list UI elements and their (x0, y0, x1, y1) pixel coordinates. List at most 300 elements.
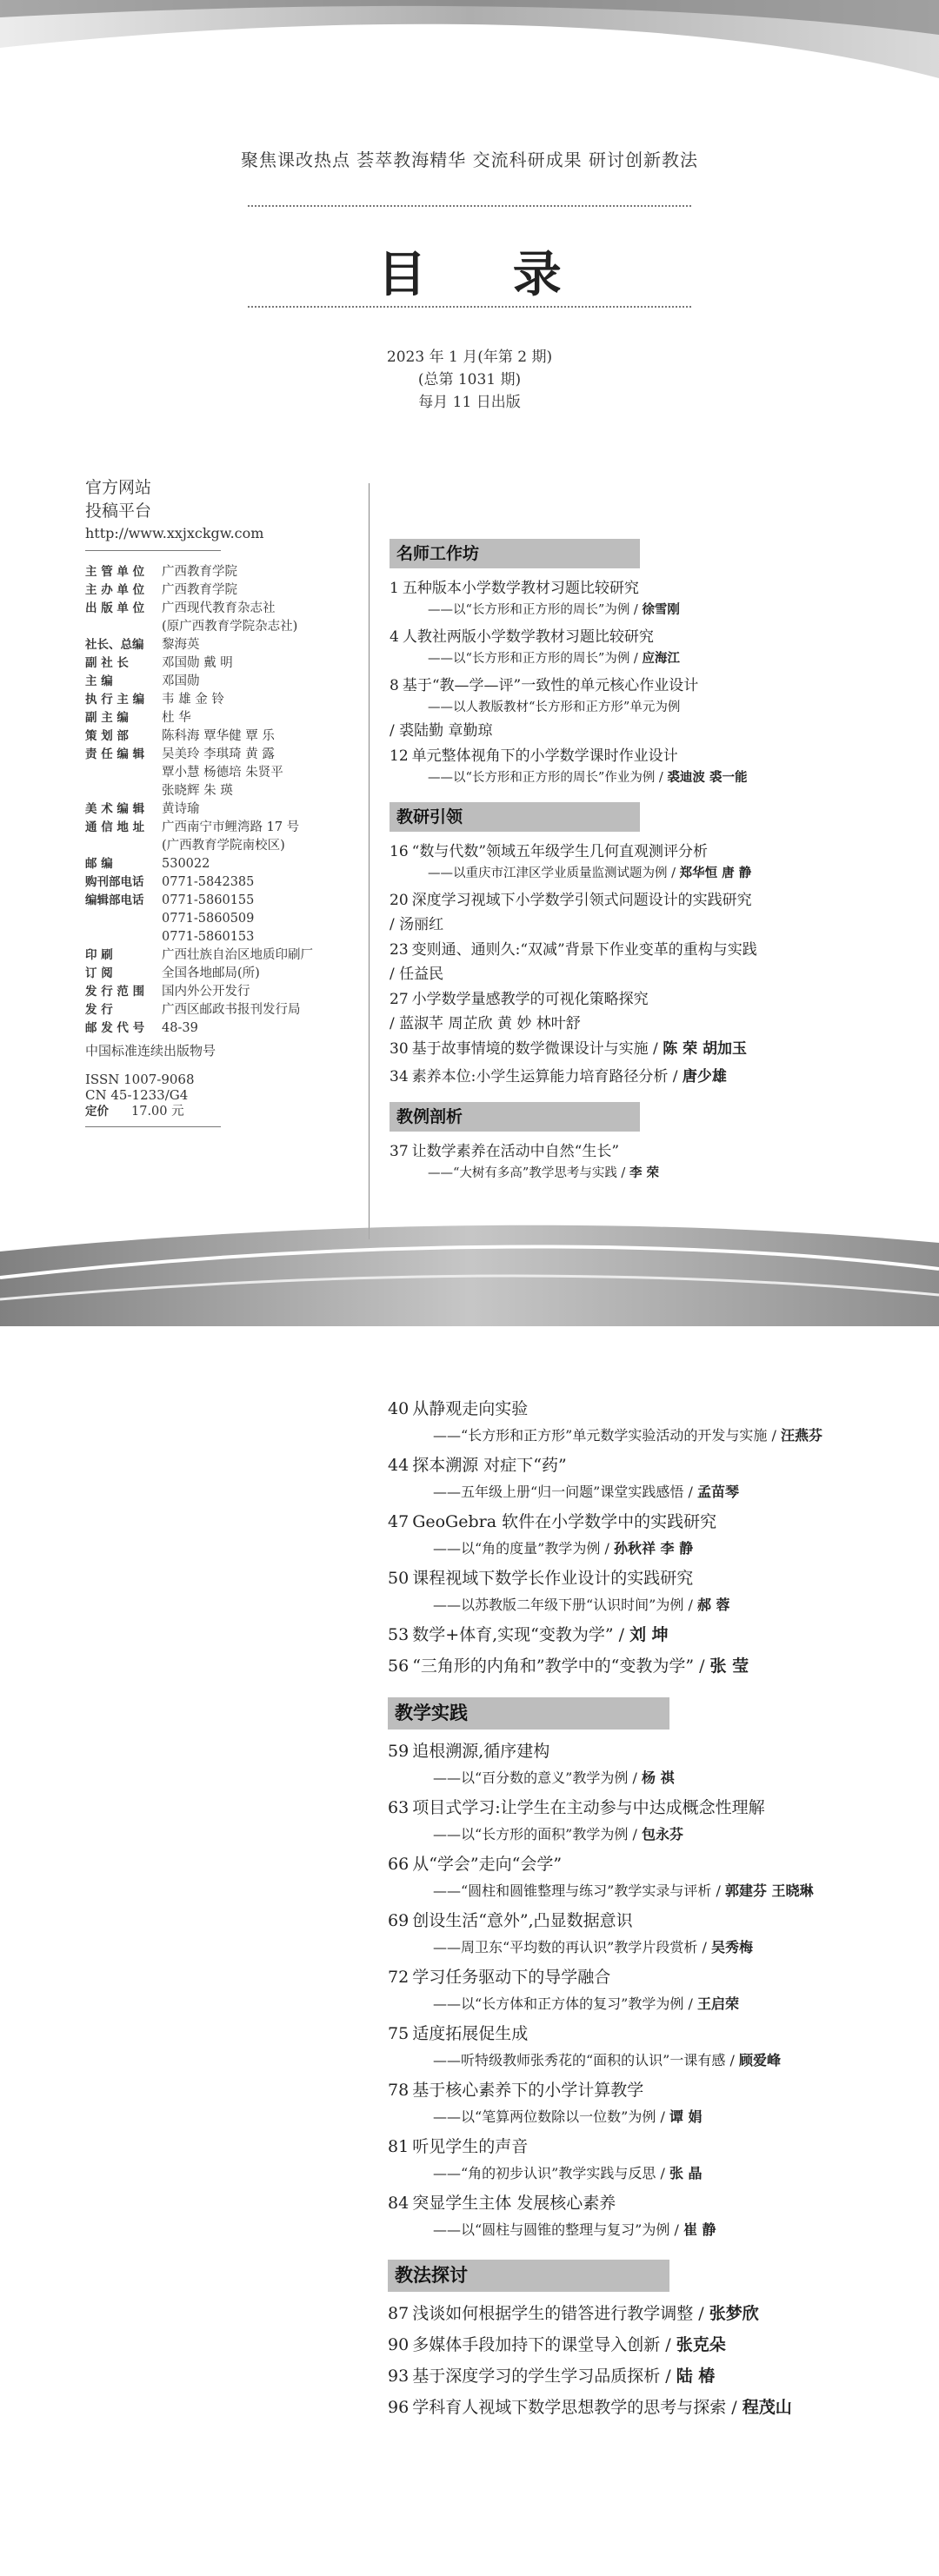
toc-entry[interactable] (390, 674, 911, 740)
toc-entry[interactable] (388, 1653, 909, 1680)
article-title[interactable]: 小学数学量感教学的可视化策略探究 (411, 991, 649, 1008)
article-subtitle-line (388, 2048, 909, 2073)
article-author: 张克朵 (676, 2335, 726, 2354)
toc-entry[interactable] (390, 577, 911, 621)
author-separator: / (693, 2304, 709, 2323)
article-title[interactable]: “三角形的内角和”教学中的“变教为学” (412, 1656, 695, 1676)
article-title[interactable]: 学习任务驱动下的导学融合 (412, 1968, 611, 1987)
author-separator: / (648, 1040, 663, 1058)
article-title[interactable]: 基于故事情境的数学微课设计与实施 (411, 1040, 649, 1058)
toc-entry[interactable] (388, 1509, 909, 1561)
author-separator: / (683, 1484, 697, 1500)
article-title[interactable]: 追根溯源,循序建构 (412, 1742, 550, 1761)
article-title[interactable]: 课程视域下数学长作业设计的实践研究 (412, 1569, 694, 1588)
author-separator: / (628, 1826, 642, 1842)
author-separator: / (616, 1166, 629, 1180)
article-title[interactable]: 适度拓展促生成 (412, 2024, 529, 2043)
page-number: 40 (388, 1399, 410, 1418)
article-author: 张 莹 (709, 1656, 749, 1676)
toc-entry-title-line[interactable] (390, 988, 911, 1011)
article-subtitle-line (388, 1765, 909, 1790)
article-author: 郭建芬 王晓琳 (724, 1882, 814, 1899)
toc-entry-title-line[interactable] (388, 2021, 909, 2048)
section-header: 教学实践 (388, 1697, 669, 1730)
toc-entry[interactable] (388, 2021, 909, 2073)
article-author: 唐少雄 (682, 1068, 727, 1086)
article-subtitle: ——以“长方形的面积”教学为例 (433, 1826, 629, 1842)
article-author: 汪燕芬 (780, 1427, 822, 1444)
masthead-key: 印 刷 (85, 948, 113, 962)
article-subtitle-line (390, 697, 911, 718)
article-author: 程茂山 (742, 2398, 792, 2417)
masthead-key: 策 划 部 (85, 729, 129, 743)
masthead-row (85, 873, 363, 892)
header-swoosh-graphic (0, 0, 939, 104)
masthead-value: 邓国勋 (162, 674, 200, 688)
page-number: 66 (388, 1855, 410, 1874)
toc-entry-title-line[interactable] (388, 1396, 909, 1423)
article-subtitle: ——“大树有多高”教学思考与实践 (428, 1166, 617, 1180)
article-author: 崔 静 (683, 2221, 716, 2238)
masthead-row (85, 1019, 363, 1038)
page-number: 23 (390, 941, 409, 959)
author-separator: / (660, 2335, 676, 2354)
cn-number: CN 45-1233/G4 (85, 1087, 189, 1103)
masthead-row (85, 618, 363, 636)
toc-entry[interactable] (390, 988, 911, 1032)
toc-entry[interactable] (388, 2363, 909, 2390)
divider (85, 1126, 221, 1127)
masthead-key: 副 社 长 (85, 656, 129, 670)
toc-entry-title-line[interactable] (388, 2332, 909, 2359)
article-subtitle: ——“角的初步认识”教学实践与反思 (433, 2165, 656, 2181)
section-header: 教法探讨 (388, 2260, 669, 2292)
masthead-row (85, 673, 363, 691)
article-author: 谭 娟 (669, 2108, 703, 2125)
article-subtitle: ——“圆柱和圆锥整理与练习”教学实录与评析 (433, 1882, 712, 1899)
toc-entry[interactable] (388, 2300, 909, 2327)
article-author: 顾爱峰 (738, 2052, 781, 2068)
dotted-divider (248, 306, 691, 308)
masthead-value: 黄诗瑜 (162, 802, 200, 816)
issn: ISSN 1007-9068 (85, 1072, 195, 1087)
author-separator: / (683, 1995, 697, 2012)
masthead-value: 广西壮族自治区地质印刷厂 (162, 948, 313, 962)
page-number: 47 (388, 1512, 410, 1531)
masthead-value: 黎海英 (162, 638, 200, 652)
article-author: 张梦欣 (709, 2304, 759, 2323)
toc-entry-title-line[interactable] (388, 1452, 909, 1479)
masthead-value: 张晓辉 朱 瑛 (162, 784, 233, 798)
toc-entry-title-line[interactable] (388, 2394, 909, 2421)
masthead-row (85, 946, 363, 965)
page-number: 20 (390, 892, 409, 909)
toc-entry-title-line[interactable] (390, 745, 911, 767)
article-subtitle-line (388, 1935, 909, 1960)
toc-entry[interactable] (390, 939, 911, 983)
masthead-value: 48-39 (162, 1021, 198, 1035)
toc-entry-title-line[interactable] (390, 674, 911, 697)
author-separator: / (613, 1625, 630, 1644)
masthead-value: 0771-5860155 (162, 893, 255, 907)
issue-info (0, 346, 939, 414)
article-subtitle: ——以“角的度量”教学为例 (433, 1540, 601, 1557)
article-subtitle-line (388, 1536, 909, 1561)
article-subtitle-line (388, 2217, 909, 2242)
article-subtitle-line (388, 1423, 909, 1448)
toc-entry[interactable] (390, 1140, 911, 1184)
masthead-key: 责 任 编 辑 (85, 747, 145, 761)
article-title[interactable]: 基于核心素养下的小学计算教学 (412, 2081, 644, 2100)
masthead-key: 发 行 (85, 1003, 113, 1017)
masthead-row (85, 782, 363, 800)
article-subtitle-line (390, 648, 911, 669)
author-separator: / (767, 1427, 781, 1444)
page-number: 90 (388, 2335, 410, 2354)
toc-entry[interactable] (388, 2134, 909, 2186)
article-subtitle-line (388, 2161, 909, 2186)
toc-entry-title-line[interactable] (390, 939, 911, 961)
article-title[interactable]: 从静观走向实验 (412, 1399, 529, 1418)
section-header: 教例剖析 (390, 1102, 640, 1132)
article-author: 陆 椿 (676, 2367, 716, 2386)
masthead-key: 发 行 范 围 (85, 985, 145, 999)
toc-entry-title-line[interactable] (390, 626, 911, 648)
masthead-value: 吴美玲 李琪琦 黄 露 (162, 747, 275, 761)
article-subtitle: ——以“百分数的意义”教学为例 (433, 1769, 629, 1786)
issue-schedule: 每月 11 日出版 (418, 394, 521, 411)
author-separator: / (668, 1068, 683, 1086)
toc-entry[interactable] (388, 1908, 909, 1960)
slogan: 聚焦课改热点 荟萃教海精华 交流科研成果 研讨创新教法 (240, 149, 699, 170)
article-subtitle: ——以“长方形和正方形的周长”作业为例 (428, 771, 656, 785)
toc-entry-title-line[interactable] (390, 577, 911, 600)
masthead-key (85, 910, 162, 928)
masthead-row (85, 1001, 363, 1019)
article-author: 王启荣 (696, 1995, 739, 2012)
masthead-value: 韦 雄 金 铃 (162, 693, 224, 707)
author-separator: / (669, 2221, 683, 2238)
article-subtitle: ——以重庆市江津区学业质量监测试题为例 (428, 866, 668, 880)
toc-entry-title-line[interactable] (388, 2077, 909, 2104)
masthead-value: 广西教育学院 (162, 565, 237, 579)
toc-entry[interactable] (388, 1795, 909, 1847)
toc-entry-title-line[interactable] (390, 840, 911, 863)
dotted-divider (248, 205, 691, 207)
article-subtitle-line (388, 1592, 909, 1617)
section-header: 名师工作坊 (390, 539, 640, 568)
toc-entry[interactable] (388, 1622, 909, 1649)
masthead-key (85, 764, 162, 782)
platform-label: 官方网站 (85, 478, 152, 497)
page-number: 75 (388, 2024, 410, 2043)
page-number: 96 (388, 2398, 410, 2417)
author-separator: / (600, 1540, 614, 1557)
page-number: 59 (388, 1742, 410, 1761)
masthead-key: 通 信 地 址 (85, 820, 145, 834)
masthead-key: 邮 发 代 号 (85, 1021, 145, 1035)
masthead-value: (原广西教育学院杂志社) (162, 620, 298, 634)
article-subtitle: ——以“长方形和正方形的周长”为例 (428, 603, 630, 617)
masthead-value: 广西南宁市鲤湾路 17 号 (162, 820, 300, 834)
article-title[interactable]: 基于深度学习的学生学习品质探析 (412, 2367, 661, 2386)
masthead-row (85, 654, 363, 673)
toc-entry-title-line[interactable] (390, 1066, 911, 1088)
article-title[interactable]: 基于“教—学—评”一致性的单元核心作业设计 (402, 677, 699, 694)
author-separator: / (694, 1656, 710, 1676)
article-subtitle: ——“长方形和正方形”单元数学实验活动的开发与实施 (433, 1427, 768, 1444)
masthead-key: 编辑部电话 (85, 893, 144, 907)
column-divider (369, 483, 370, 1239)
masthead-row (85, 581, 363, 600)
article-title[interactable]: 探本溯源 对症下“药” (412, 1456, 567, 1475)
article-author: 张 晶 (669, 2165, 703, 2181)
author-separator: / (667, 866, 680, 880)
masthead-value: (广西教育学院南校区) (162, 839, 285, 853)
serial-title: 中国标准连续出版物号 (85, 1043, 216, 1059)
page-number: 34 (390, 1068, 409, 1086)
toc-entry[interactable] (388, 1396, 909, 1448)
toc-entry[interactable] (388, 2332, 909, 2359)
article-author: 刘 坤 (629, 1625, 669, 1644)
article-title[interactable]: 浅谈如何根据学生的错答进行教学调整 (412, 2304, 694, 2323)
article-title[interactable]: 变则通、通则久:“双减”背景下作业变革的重构与实践 (411, 941, 757, 959)
page-number: 16 (390, 843, 409, 860)
toc-entry-title-line[interactable] (388, 1851, 909, 1878)
article-author: 吴秀梅 (710, 1939, 753, 1955)
toc-entry-title-line[interactable] (388, 1738, 909, 1765)
masthead-key: 购刊部电话 (85, 875, 144, 889)
page-number: 78 (388, 2081, 410, 2100)
platform-label: 投稿平台 (85, 501, 152, 521)
author-separator: / (628, 1769, 642, 1786)
masthead-row (85, 727, 363, 746)
article-subtitle: ——以“圆柱与圆锥的整理与复习”为例 (433, 2221, 670, 2238)
article-author: 徐雪刚 (642, 603, 680, 617)
article-subtitle-line (388, 2104, 909, 2129)
article-subtitle-line (390, 767, 911, 788)
masthead-info (85, 563, 363, 1038)
masthead-value: 陈科海 覃华健 覃 乐 (162, 729, 275, 743)
toc-entry-title-line[interactable] (388, 1964, 909, 1991)
toc-entry[interactable] (388, 1964, 909, 2016)
masthead-row (85, 746, 363, 764)
page-number: 69 (388, 1911, 410, 1930)
page-title: 目 录 (377, 247, 596, 303)
website-url[interactable]: http://www.xxjxckgw.com (85, 525, 264, 541)
toc-entry-title-line[interactable] (390, 1038, 911, 1060)
article-title[interactable]: 学科育人视域下数学思想教学的思考与探索 (412, 2398, 727, 2417)
article-subtitle-line (388, 1479, 909, 1504)
author-separator: / (656, 2165, 669, 2181)
toc-entry-title-line[interactable] (388, 1795, 909, 1822)
masthead-key: 社长、总编 (85, 638, 144, 652)
article-title[interactable]: 人教社两版小学数学教材习题比较研究 (402, 628, 654, 646)
page-number: 81 (388, 2137, 410, 2156)
article-author: 李 荣 (629, 1166, 659, 1180)
article-author: 应海江 (642, 652, 680, 666)
masthead-key (85, 782, 162, 800)
article-author: / 裘陆勤 章勤琼 (390, 722, 493, 740)
toc-entry[interactable] (388, 1452, 909, 1504)
masthead-row (85, 691, 363, 709)
toc-entry[interactable] (390, 840, 911, 884)
toc-entry[interactable] (390, 745, 911, 788)
page-number: 53 (388, 1625, 410, 1644)
author-separator: / (697, 1939, 711, 1955)
article-subtitle: ——周卫东“平均数的再认识”教学片段赏析 (433, 1939, 698, 1955)
masthead-row (85, 764, 363, 782)
article-title[interactable]: GeoGebra 软件在小学数学中的实践研究 (412, 1512, 717, 1531)
page-number: 63 (388, 1798, 410, 1817)
toc-entry[interactable] (388, 1851, 909, 1903)
toc-entry-title-line[interactable] (388, 2300, 909, 2327)
toc-entry[interactable] (388, 2394, 909, 2421)
article-title[interactable]: 突显学生主体 发展核心素养 (412, 2194, 616, 2213)
footer-swoosh-graphic (0, 1217, 939, 1326)
masthead-key: 主 管 单 位 (85, 565, 145, 579)
masthead-key: 邮 编 (85, 857, 113, 871)
toc-entry-title-line[interactable] (390, 1140, 911, 1163)
price-value: 17.00 元 (131, 1105, 184, 1119)
toc-entry-title-line[interactable] (388, 1565, 909, 1592)
masthead-key (85, 618, 162, 636)
toc-page-2 (0, 1326, 939, 2576)
article-author: / 任益民 (390, 966, 444, 983)
masthead-row (85, 983, 363, 1001)
masthead-value: 全国各地邮局(所) (162, 966, 260, 980)
page-number: 44 (388, 1456, 410, 1475)
toc-entry-title-line[interactable] (390, 889, 911, 912)
masthead-row (85, 928, 363, 946)
masthead-value: 0771-5860153 (162, 930, 255, 944)
page-number: 4 (390, 628, 399, 646)
masthead-row (85, 965, 363, 983)
toc-entry[interactable] (388, 2077, 909, 2129)
article-title[interactable]: 素养本位:小学生运算能力培育路径分析 (411, 1068, 669, 1086)
toc-entry[interactable] (388, 2190, 909, 2242)
toc-entry[interactable] (390, 889, 911, 933)
toc-entry-title-line[interactable] (388, 1509, 909, 1536)
masthead-value: 杜 华 (162, 711, 191, 725)
masthead-row (85, 563, 363, 581)
article-title[interactable]: 项目式学习:让学生在主动参与中达成概念性理解 (412, 1798, 765, 1817)
article-subtitle-line (390, 1163, 911, 1184)
masthead-value: 530022 (162, 857, 210, 871)
toc-entry[interactable] (390, 1066, 911, 1088)
toc-entry-title-line[interactable] (388, 2134, 909, 2161)
page-number: 1 (390, 580, 399, 597)
article-title[interactable]: 让数学素养在活动中自然“生长” (411, 1143, 620, 1160)
masthead-value: 覃小慧 杨德培 朱贤平 (162, 766, 283, 780)
masthead-row (85, 892, 363, 910)
author-separator: / (656, 2108, 669, 2125)
section-header: 教研引领 (390, 802, 640, 832)
article-author: 杨 祺 (641, 1769, 675, 1786)
divider (85, 550, 221, 551)
article-title[interactable]: 听见学生的声音 (412, 2137, 529, 2156)
article-author: / 汤丽红 (390, 916, 444, 933)
article-title[interactable]: 数学+体育,实现“变教为学” (412, 1625, 614, 1644)
page-number: 37 (390, 1143, 409, 1160)
article-subtitle: ——以“长方形和正方形的周长”为例 (428, 652, 630, 666)
article-title[interactable]: 创设生活“意外”,凸显数据意识 (412, 1911, 633, 1930)
article-title[interactable]: 单元整体视角下的小学数学课时作业设计 (411, 747, 678, 765)
masthead-row (85, 800, 363, 819)
article-subtitle: ——以“长方体和正方体的复习”教学为例 (433, 1995, 684, 2012)
article-title[interactable]: 深度学习视域下小学数学引领式问题设计的实践研究 (411, 892, 752, 909)
page-number: 93 (388, 2367, 410, 2386)
price-label: 定价 (85, 1105, 109, 1119)
toc-entry[interactable] (390, 626, 911, 669)
article-author: 郝 蓉 (696, 1597, 730, 1613)
toc-entry-title-line[interactable] (388, 1653, 909, 1680)
article-author: 陈 荣 胡加玉 (663, 1040, 748, 1058)
toc-entry-title-line[interactable] (388, 1908, 909, 1935)
masthead-column (85, 476, 363, 1132)
article-subtitle: ——以苏教版二年级下册“认识时间”为例 (433, 1597, 684, 1613)
masthead-row (85, 910, 363, 928)
masthead-value: 0771-5860509 (162, 912, 255, 926)
author-separator: / (725, 2052, 739, 2068)
toc-entry-title-line[interactable] (388, 2363, 909, 2390)
masthead-key (85, 928, 162, 946)
masthead-key: 美 术 编 辑 (85, 802, 145, 816)
article-author: 孙秋祥 李 静 (613, 1540, 694, 1557)
article-author: 郑华恒 唐 静 (679, 866, 752, 880)
article-subtitle-line (390, 863, 911, 884)
article-subtitle-line (388, 1991, 909, 2016)
article-author: 包永芬 (641, 1826, 683, 1842)
author-separator: / (711, 1882, 725, 1899)
page-number: 87 (388, 2304, 410, 2323)
toc-entry[interactable] (390, 1038, 911, 1060)
masthead-value: 国内外公开发行 (162, 985, 250, 999)
article-subtitle-line (388, 1878, 909, 1903)
toc-entry-title-line[interactable] (388, 2190, 909, 2217)
article-title[interactable]: 从“学会”走向“会学” (412, 1855, 563, 1874)
toc-entry-title-line[interactable] (388, 1622, 909, 1649)
article-title[interactable]: “数与代数”领域五年级学生几何直观测评分析 (411, 843, 709, 860)
page-number: 27 (390, 991, 409, 1008)
page-number: 84 (388, 2194, 410, 2213)
article-title[interactable]: 五种版本小学数学教材习题比较研究 (402, 580, 639, 597)
masthead-key: 主 办 单 位 (85, 583, 145, 597)
author-separator: / (655, 771, 668, 785)
toc-entry[interactable] (388, 1738, 909, 1790)
author-separator: / (629, 652, 643, 666)
masthead-key: 副 主 编 (85, 711, 129, 725)
masthead-key: 订 阅 (85, 966, 113, 980)
article-subtitle: ——以“笔算两位数除以一位数”为例 (433, 2108, 656, 2125)
page-number: 12 (390, 747, 409, 765)
article-subtitle: ——以人教版教材“长方形和正方形”单元为例 (428, 700, 681, 714)
masthead-row (85, 819, 363, 837)
article-title[interactable]: 多媒体手段加持下的课堂导入创新 (412, 2335, 661, 2354)
author-separator: / (629, 603, 643, 617)
article-author: 裘迪波 裘一能 (667, 771, 748, 785)
article-author: 孟苗琴 (696, 1484, 739, 1500)
masthead-value: 广西教育学院 (162, 583, 237, 597)
masthead-key: 执 行 主 编 (85, 693, 145, 707)
article-subtitle: ——听特级教师张秀花的“面积的认识”一课有感 (433, 2052, 726, 2068)
masthead-row (85, 855, 363, 873)
masthead-key (85, 837, 162, 855)
masthead-row (85, 600, 363, 618)
toc-entry[interactable] (388, 1565, 909, 1617)
masthead-value: 广西区邮政书报刊发行局 (162, 1003, 301, 1017)
page-number: 30 (390, 1040, 409, 1058)
